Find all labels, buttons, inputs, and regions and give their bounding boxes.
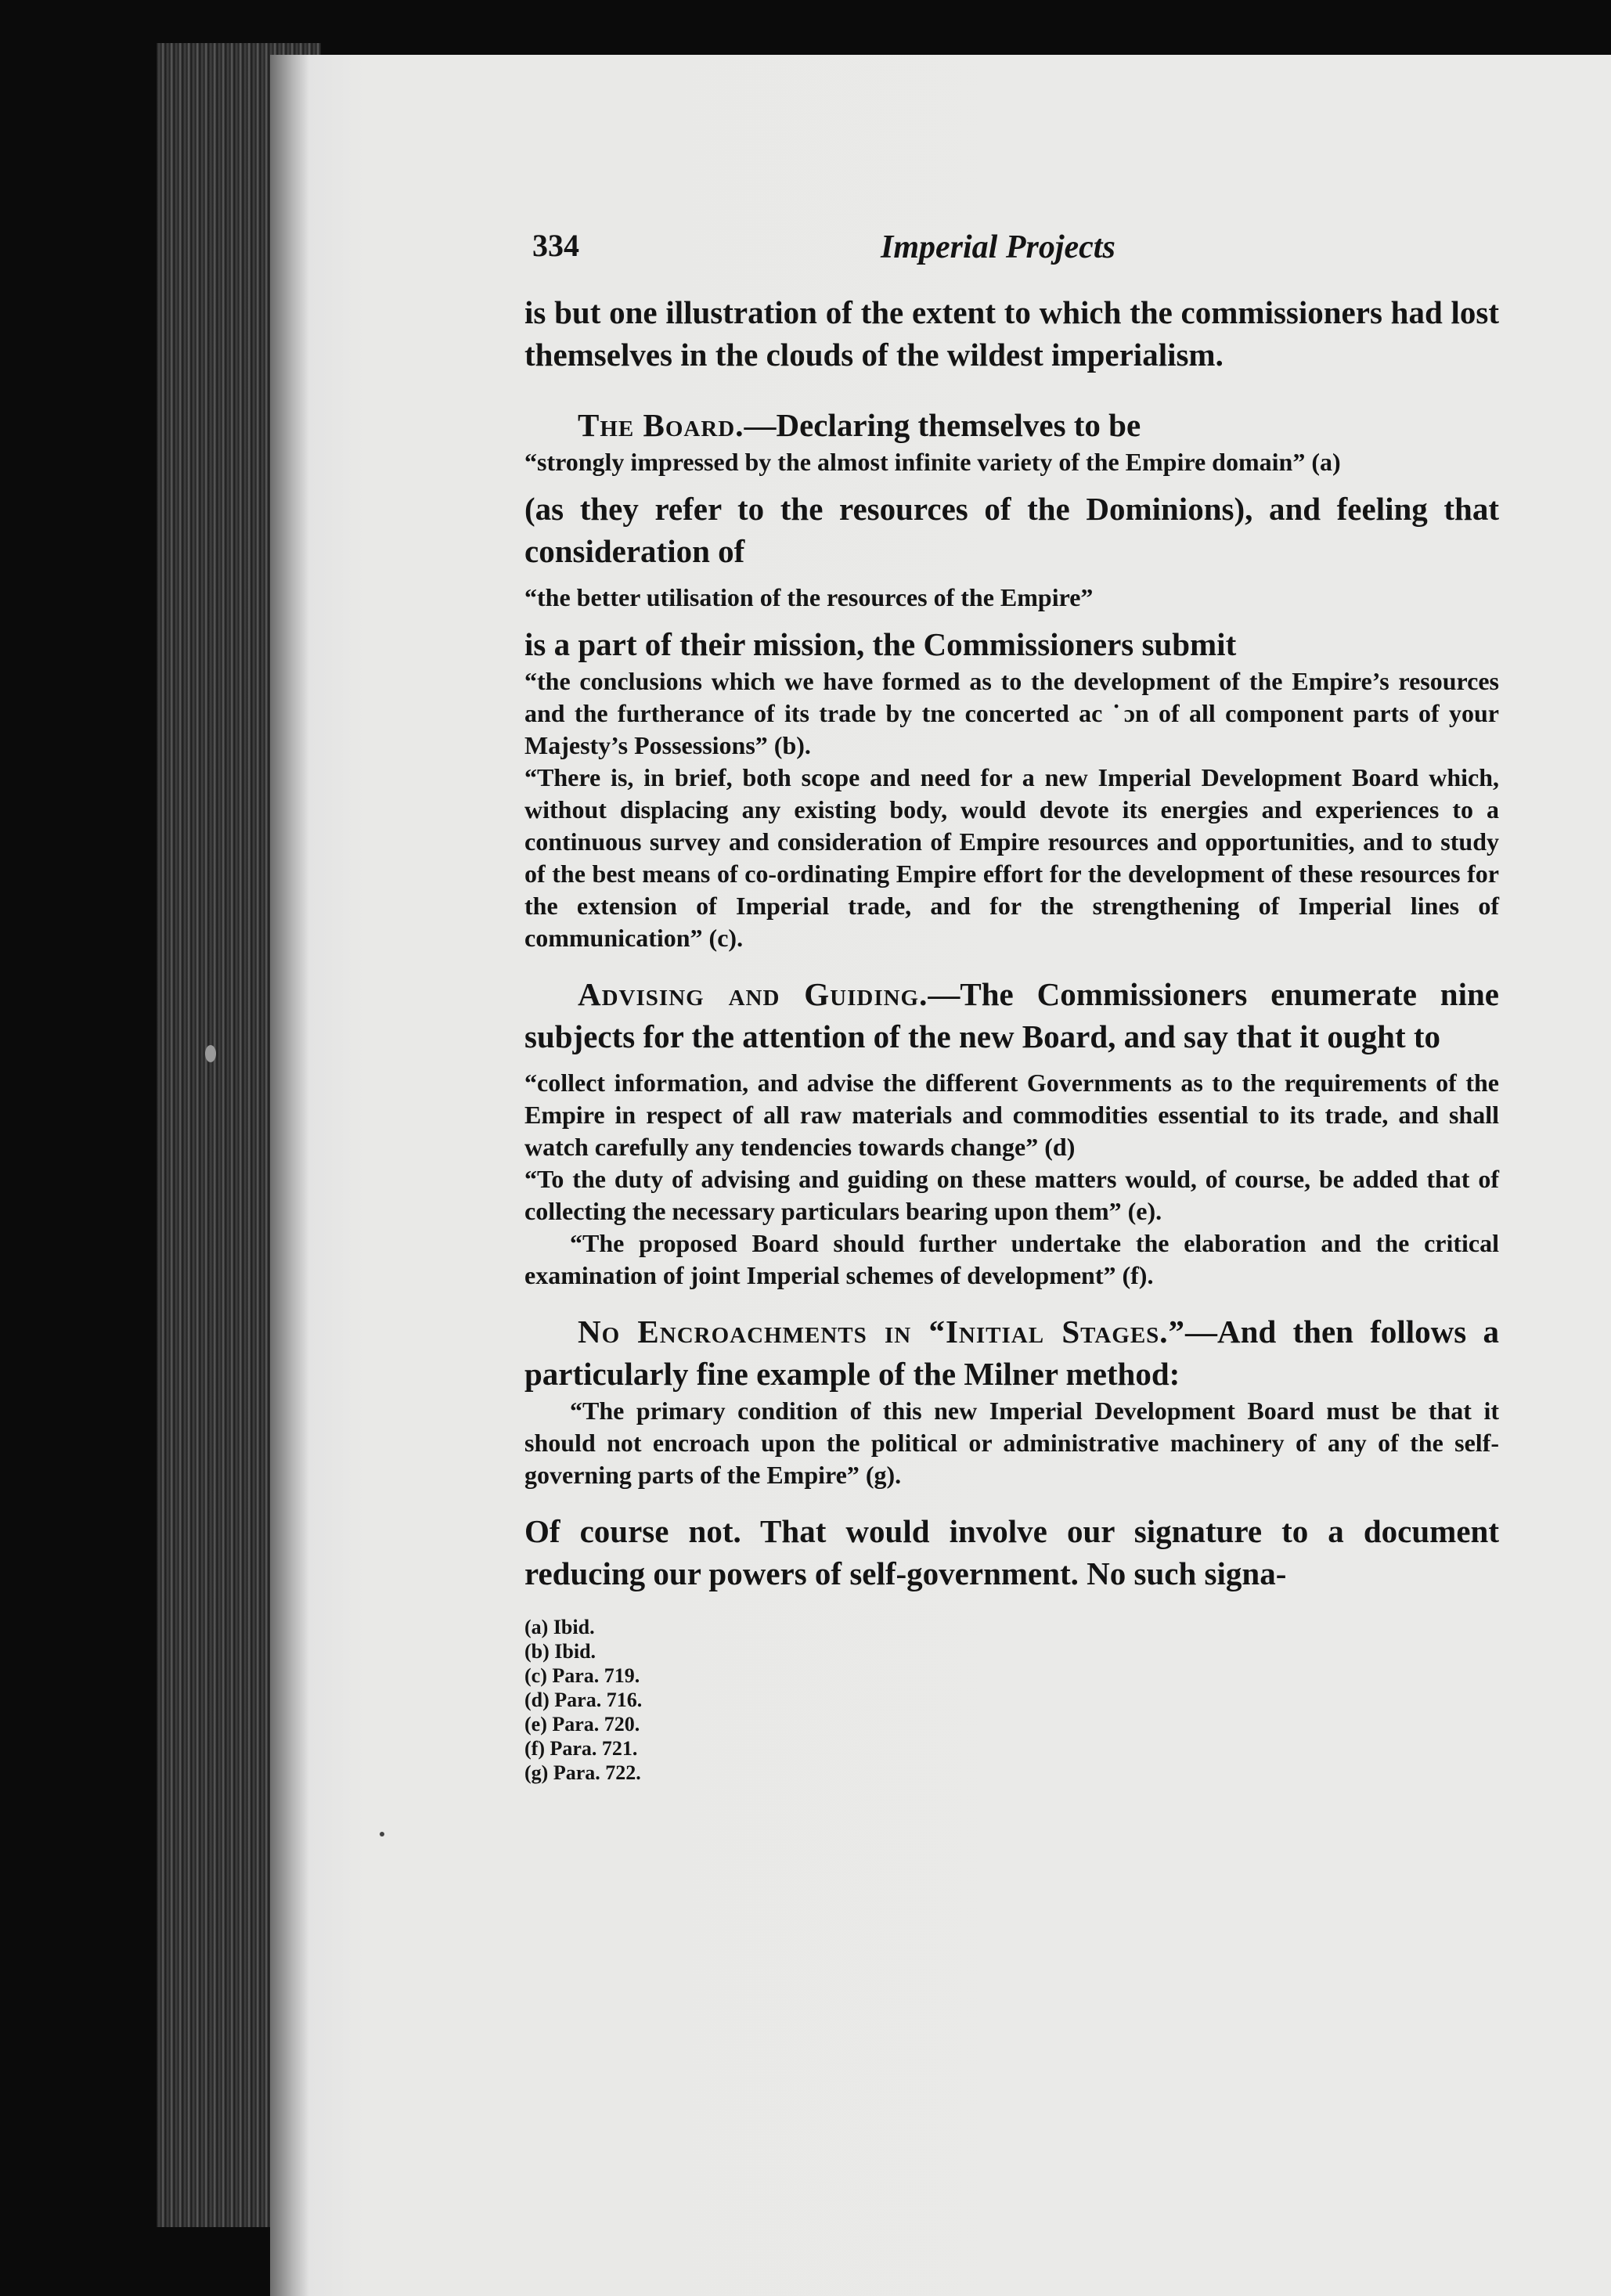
- footnote: (f) Para. 721.: [524, 1737, 638, 1760]
- footnote: (d) Para. 716.: [524, 1689, 643, 1711]
- page-number: 334: [532, 228, 579, 263]
- block-quote: “The proposed Board should further undertake the elaboration and the critical examination of joint Imperial schemes of development” (f).: [524, 1229, 1499, 1289]
- section-board: [524, 404, 1499, 446]
- page-content: [524, 227, 1499, 1785]
- block-quote: “the conclusions which we have formed as to the development of the Empire’s resources and the furtherance of its trade by tne concerted ac ˙ɔn of all component parts of your Majesty’s Possessions” (b).: [524, 667, 1499, 759]
- footnotes: [524, 1615, 1499, 1785]
- page-header: [524, 227, 1499, 282]
- section-heading: Advising and Guiding.: [578, 976, 928, 1012]
- footnote: (a) Ibid.: [524, 1616, 595, 1638]
- paragraph: Of course not. That would involve our signature to a document reducing our powers of self-government. No such signa-: [524, 1513, 1499, 1591]
- scan-speck: [380, 1832, 384, 1836]
- paragraph: is a part of their mission, the Commissioners submit: [524, 626, 1237, 662]
- section-lead: —And then follows a particularly fine example of the Milner method:: [524, 1314, 1499, 1392]
- footnote: (b) Ibid.: [524, 1640, 596, 1663]
- section-lead: —The Commissioners enumerate nine subjects for the attention of the new Board, and say that it ought to: [524, 976, 1499, 1054]
- scan-speck: [205, 1045, 216, 1062]
- section-encroachments: [524, 1310, 1499, 1395]
- section-advising: [524, 973, 1499, 1058]
- paragraph: is but one illustration of the extent to which the commissioners had lost themselves in the clouds of the wildest imperialism.: [524, 294, 1499, 373]
- section-lead: —Declaring themselves to be: [744, 407, 1141, 443]
- block-quote: “collect information, and advise the different Governments as to the requirements of the Empire in respect of all raw materials and commodities essential to its trade, and shall watch carefully any tendencies towards change” (d): [524, 1069, 1499, 1161]
- block-quote: “The primary condition of this new Imperial Development Board must be that it should not encroach upon the political or administrative machinery of any of the self-governing parts of the Empire” (g).: [524, 1397, 1499, 1489]
- block-quote: “There is, in brief, both scope and need for a new Imperial Development Board which, without displacing any existing body, would devote its energies and experiences to a continuous survey and consideration of Empire resources and opportunities, and to study of the best means of co-ordinating Empire effort for the development of these resources for the extension of Imperial trade, and for the strengthening of Imperial lines of communication” (c).: [524, 763, 1499, 952]
- footnote: (e) Para. 720.: [524, 1713, 640, 1736]
- block-quote: “the better utilisation of the resources of the Empire”: [524, 583, 1094, 611]
- footnote: (g) Para. 722.: [524, 1761, 641, 1784]
- footnote: (c) Para. 719.: [524, 1664, 640, 1687]
- page-gutter-shadow: [270, 55, 309, 2296]
- block-quote: “strongly impressed by the almost infinite variety of the Empire domain” (a): [524, 448, 1341, 476]
- block-quote: “To the duty of advising and guiding on these matters would, of course, be added that of collecting the necessary particulars bearing upon them” (e).: [524, 1165, 1499, 1225]
- running-title: Imperial Projects: [881, 229, 1115, 265]
- paragraph: (as they refer to the resources of the Dominions), and feeling that consideration of: [524, 491, 1499, 569]
- section-heading: No Encroachments in “Initial Stages.”: [578, 1314, 1186, 1350]
- section-heading: The Board.: [578, 407, 744, 443]
